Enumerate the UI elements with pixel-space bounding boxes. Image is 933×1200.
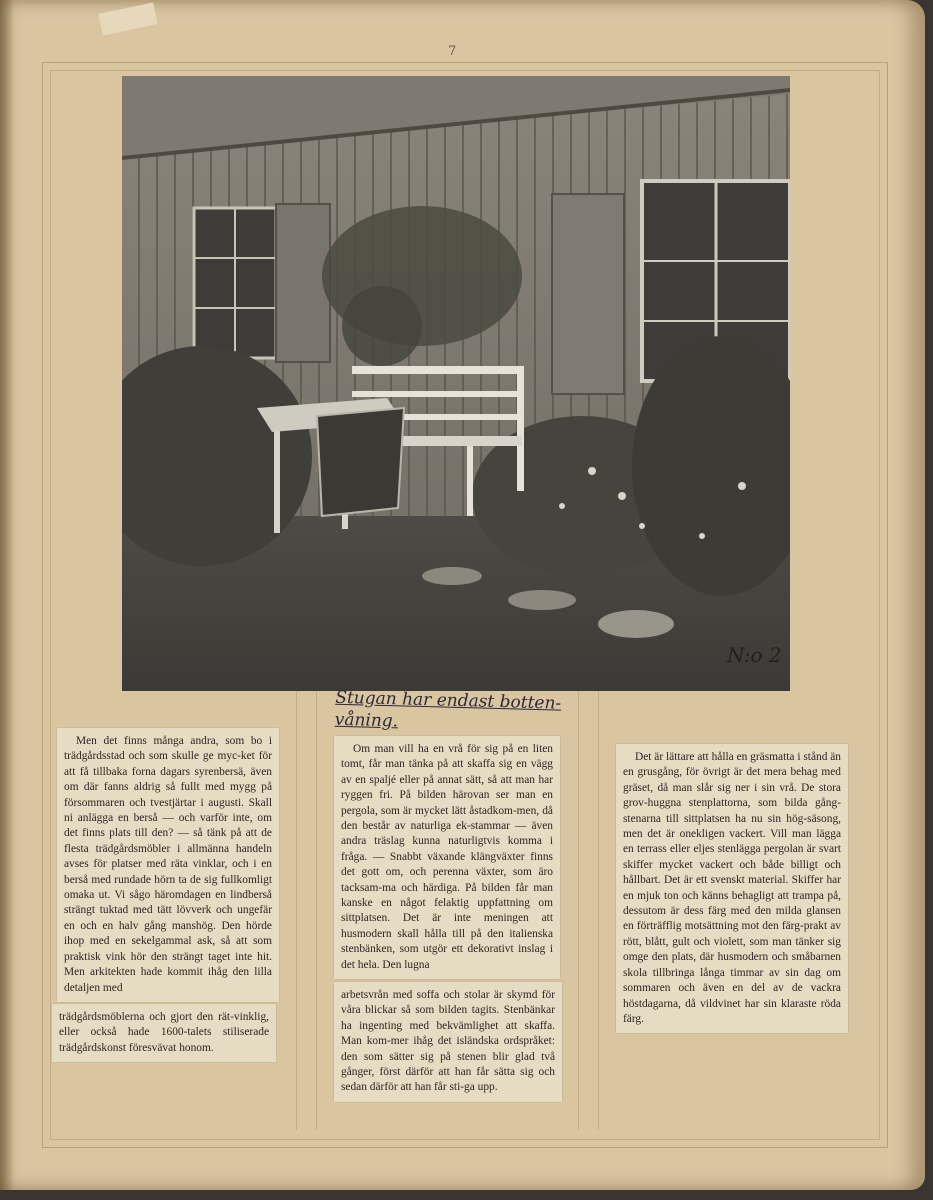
article-paragraph: Det är lättare att hålla en gräsmatta i stånd än en grusgång, för övrigt är det mera behag med gräset, då man slår sig ner i sin vrå. De stora grov-huggna stenplattorna, som bilda gång-stenarna till sittplatsen ha nu sin hög-säsong, men det är onekligen vackert. Vill man lägga en terrass eller eljes stenlägga pergolan är svart skiffer mycket vackert och både billigt och hållbart. Det är ett svenskt material. Skiffer har en mjuk ton och känns behagligt att trampa på, dessutom är dess färg med den milda glansen en förträfflig motsättning mot den färg-prakt av rött, blått, gult och violett, som man tänker sig omge den plats, där husmodern och småbarnen skola tillbringa långa timmar av sin dag om sommaren och även en del av de vackra höstdagarna, då vildvinet har sin klaraste röda färg. — [623, 751, 841, 1025]
article-paragraph: trädgårdsmöblerna och gjort den rät-vinklig, eller också hade 1600-talets stiliserade trädgårdskonst föresvävat honom. — [59, 1011, 269, 1054]
garden-photograph — [122, 76, 790, 691]
newspaper-clipping-col1-continued — [52, 1004, 276, 1062]
handwritten-caption — [334, 687, 585, 738]
caption-line-1: Stugan har endast botten- — [335, 687, 562, 714]
column-divider — [578, 690, 579, 1130]
column-divider — [316, 690, 317, 1130]
article-paragraph: Om man vill ha en vrå för sig på en liten tomt, får man tänka på att skaffa sig en vägg av en spaljé eller på annat sätt, så att man har ryggen fri. På bilden härovan ser man en pergola, som är mycket lätt åstadkom-men, då den består av naturliga ek-stammar — även andra träslag kunna naturligtvis komma i fråga. — Snabbt växande klängväxter finns det gott om, och perenna växter, som äro tacksam-ma och härdiga. På bilden får man kanske en något felaktig uppfattning om sittplatsen. Det är inte meningen att husmodern skall hålla till på den italienska stenbänken, som utgör ett dekorativt inslag i det hela. Den lugna — [341, 743, 553, 971]
newspaper-clipping-col2 — [334, 736, 560, 979]
spine-shadow — [0, 0, 14, 1190]
article-paragraph: Men det finns många andra, som bo i trädgårdsstad och som skulle ge myc-ket för att få tillbaka forna dagars syrenbersä, även om där fanns aldrig så fullt med mygg på försommaren och tvestjärtar i augusti. Skall ni anlägga en berså — och varför inte, om det finns plats till den? — så tänk på att de flesta trädgårdsmöbler i allmänna handeln avses för platser med räta vinklar, och i en berså med rundade hörn ta de sig fullkomligt omaka ut. Vi sågo häromdagen en lindberså strängt tuktad med tätt lövverk och ungefär en och en halv gång manshög. Den hörde ihop med en sekelgammal ask, så att som praktisk vink hör den strängt taget inte hit. Men arkitekten hade kommit ihåg den lilla detaljen med — [64, 735, 272, 994]
photo-number-marker: N:o 2 — [727, 643, 782, 667]
garden-photo-illustration — [122, 76, 790, 691]
column-divider — [598, 690, 599, 1130]
newspaper-clipping-col2-continued — [334, 982, 562, 1102]
column-divider — [296, 690, 297, 1130]
caption-line-2: våning. — [334, 709, 399, 732]
article-paragraph: arbetsvrån med soffa och stolar är skymd för våra blickar så som bilden tagits. Stenbänkar ha ingenting med bekvämlighet att skaffa. Man kom-mer ihåg det isländska ordspråket: den som sätter sig på stenen blir glad två gånger, först därför att han får sätta sig och sedan därför att han får sti-ga upp. — [341, 989, 555, 1094]
paper-tear — [98, 2, 157, 35]
page-number: 7 — [448, 44, 457, 59]
newspaper-clipping-col1 — [57, 728, 279, 1002]
newspaper-clipping-col3 — [616, 744, 848, 1033]
